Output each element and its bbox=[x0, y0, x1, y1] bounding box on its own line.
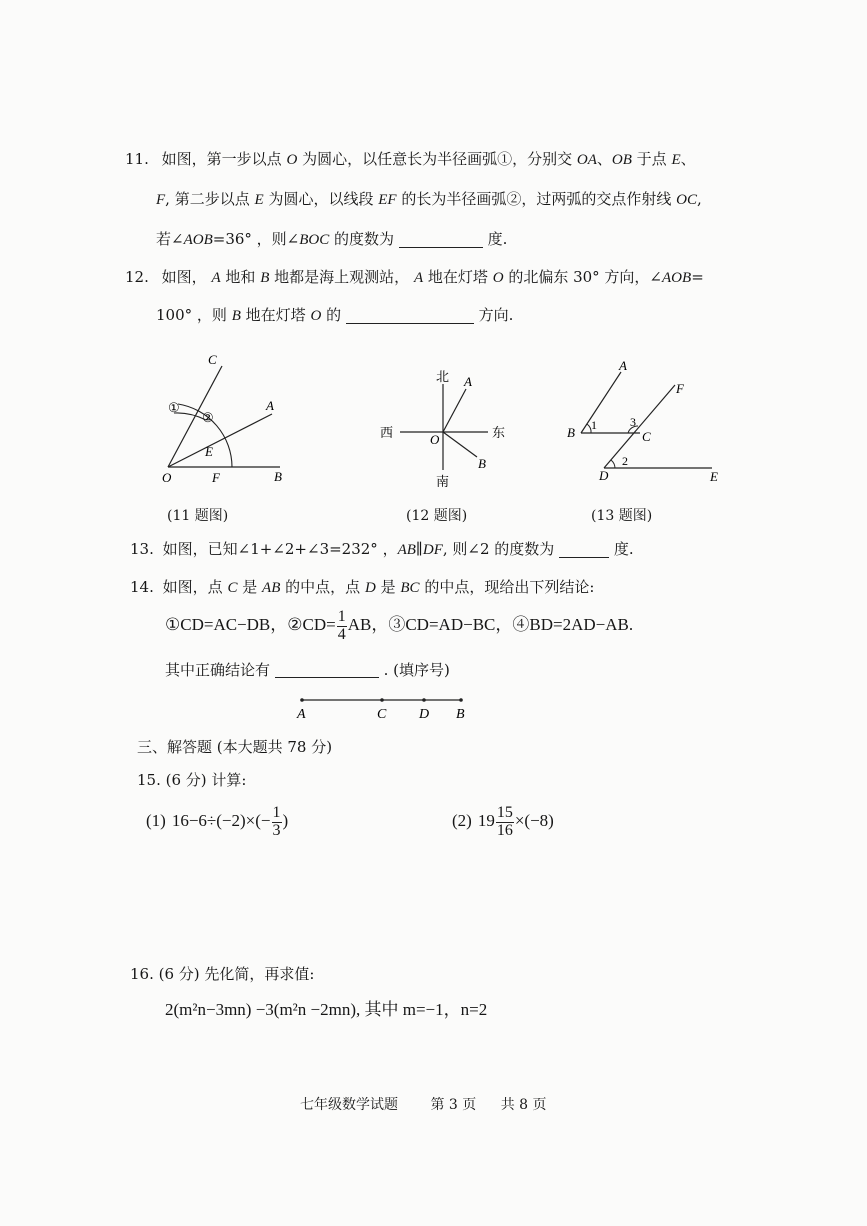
q11-line3: 若∠AOB=36° ，则∠BOC 的度数为 度. bbox=[156, 230, 508, 248]
q14-conclusions: ①CD=AC−DB，②CD= $\frac{1}{4}$ AB，③CD=AD−BC，④BD=2AD−AB. bbox=[165, 608, 634, 643]
q11-line1: 11. 如图，第一步以点 O 为圆心，以任意长为半径画弧①，分别交 OA、OB 于点 E、 bbox=[125, 150, 696, 168]
figure-12-caption: (12 题图) bbox=[406, 508, 468, 524]
fig11-label-f: F bbox=[212, 470, 220, 485]
q15-heading: 15. (6 分) 计算: bbox=[137, 771, 247, 789]
q16-heading: 16. (6 分) 先化简，再求值: bbox=[130, 965, 315, 983]
fig11-label-e: E bbox=[205, 444, 213, 459]
q11-number: 11. bbox=[125, 150, 149, 168]
ray-oa bbox=[168, 414, 272, 467]
fig12-label-east: 东 bbox=[492, 425, 506, 440]
fig13-label-f: F bbox=[676, 381, 684, 396]
q11-answer-blank[interactable] bbox=[399, 232, 483, 248]
fig12-label-o: O bbox=[430, 432, 440, 447]
fig12-label-south: 南 bbox=[436, 474, 450, 489]
footer-title: 七年级数学试题 bbox=[300, 1097, 398, 1113]
section-3-title: 三、解答题 (本大题共 78 分) bbox=[137, 738, 333, 756]
figure-13-caption: (13 题图) bbox=[591, 508, 653, 524]
fig11-label-o: O bbox=[162, 470, 172, 485]
point-d-label: D bbox=[419, 707, 430, 722]
fig12-label-north: 北 bbox=[436, 369, 450, 384]
q14-fraction: $\frac{1}{4}$ bbox=[337, 608, 346, 643]
q15-part-2: (2) 19 $\frac{15}{16}$ ×(−8) bbox=[452, 804, 554, 839]
q12-answer-blank[interactable] bbox=[346, 308, 474, 324]
q14-conclusion-1: ①CD=AC−DB bbox=[165, 615, 271, 635]
q12-line2: 100° ，则 B 地在灯塔 O 的 方向. bbox=[156, 306, 514, 324]
q13-answer-blank[interactable] bbox=[559, 542, 609, 558]
q12-line1: 12. 如图， A 地和 B 地都是海上观测站， A 地在灯塔 O 的北偏东 30° 方向，∠AOB= bbox=[125, 268, 704, 286]
q15-fraction-2: $\frac{15}{16}$ bbox=[496, 804, 513, 839]
q14-segment-figure bbox=[290, 690, 475, 724]
fig11-label-arc2: ② bbox=[202, 410, 214, 425]
fig13-label-b: B bbox=[567, 425, 575, 440]
q11-line2: F, 第二步以点 E 为圆心，以线段 EF 的长为半径画弧②，过两弧的交点作射线 OC, bbox=[156, 190, 702, 208]
page-footer bbox=[300, 1098, 547, 1112]
footer-page: 第 3 页 bbox=[430, 1097, 477, 1113]
q14-conclusion-4: ，④BD=2AD−AB. bbox=[495, 615, 634, 635]
q13-line: 13. 如图，已知∠1+∠2+∠3=232° ，AB∥DF, 则∠2 的度数为 度. bbox=[130, 540, 634, 558]
fig13-label-d: D bbox=[599, 468, 609, 483]
fig11-label-b: B bbox=[274, 469, 282, 484]
fig11-label-a: A bbox=[266, 398, 274, 413]
fig12-label-a: A bbox=[464, 374, 472, 389]
fig13-label-a: A bbox=[619, 358, 627, 373]
q13-number: 13. bbox=[130, 540, 154, 558]
figure-11 bbox=[150, 350, 300, 490]
fig13-label-3: 3 bbox=[630, 415, 636, 429]
ray-b bbox=[443, 432, 477, 457]
fig13-label-c: C bbox=[642, 429, 651, 444]
point-b-label: B bbox=[456, 707, 465, 722]
q15-part-1: (1) 16−6÷(−2)×(− $\frac{1}{3}$ ) bbox=[146, 804, 289, 839]
q14-line1: 14. 如图，点 C 是 AB 的中点，点 D 是 BC 的中点，现给出下列结论: bbox=[130, 578, 595, 596]
figure-12 bbox=[370, 362, 520, 492]
q14-number: 14. bbox=[130, 578, 154, 596]
point-c-label: C bbox=[377, 707, 387, 722]
fig12-label-b: B bbox=[478, 456, 486, 471]
fig13-label-1: 1 bbox=[591, 418, 597, 432]
line-df bbox=[604, 385, 675, 468]
line-ab bbox=[581, 372, 621, 433]
figure-13 bbox=[560, 355, 730, 490]
angle-2-mark bbox=[611, 460, 615, 468]
q14-line3: 其中正确结论有 . (填序号) bbox=[165, 661, 450, 679]
q16-expression: 2(m²n−3mn) −3(m²n −2mn), 其中 m=−1，n=2 bbox=[165, 1000, 488, 1019]
fig13-label-2: 2 bbox=[622, 454, 628, 468]
q12-number: 12. bbox=[125, 268, 149, 286]
q14-answer-blank[interactable] bbox=[275, 662, 379, 678]
ray-a bbox=[443, 389, 466, 432]
ray-oc bbox=[168, 366, 222, 467]
figure-11-caption: (11 题图) bbox=[167, 508, 229, 524]
fig12-label-west: 西 bbox=[380, 425, 394, 440]
fig11-label-c: C bbox=[208, 352, 217, 367]
footer-total: 共 8 页 bbox=[500, 1097, 547, 1113]
q14-conclusion-3: ，③CD=AD−BC bbox=[371, 615, 496, 635]
fig13-label-e: E bbox=[710, 469, 718, 484]
q15-fraction-1: $\frac{1}{3}$ bbox=[272, 804, 281, 839]
fig11-label-arc1: ① bbox=[168, 400, 180, 415]
point-a-label: A bbox=[297, 707, 306, 722]
